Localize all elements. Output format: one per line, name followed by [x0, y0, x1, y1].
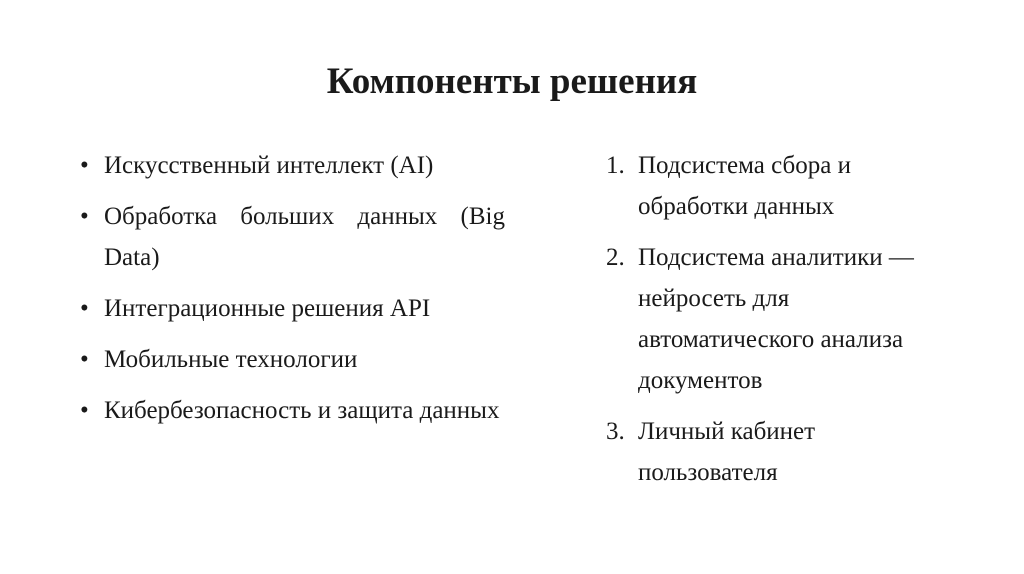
bullet-marker: •	[80, 295, 89, 322]
list-item-text: Кибербезопасность и защита данных	[104, 397, 500, 424]
subsystems-list	[606, 145, 946, 503]
list-item	[606, 411, 946, 493]
bullet-marker: •	[80, 203, 89, 230]
list-item	[80, 390, 505, 431]
bullet-marker: •	[80, 397, 89, 424]
bullet-marker: •	[80, 346, 89, 373]
number-marker: 1.	[606, 152, 625, 179]
list-item-text: Личный кабинет пользователя	[638, 418, 816, 486]
list-item	[606, 237, 946, 401]
list-item-text: Подсистема аналитики — нейросеть для автоматического анализа документов	[638, 244, 914, 394]
list-item	[80, 339, 505, 380]
list-item	[80, 145, 505, 186]
list-item-text: Искусственный интеллект (AI)	[104, 152, 434, 179]
list-item	[606, 145, 946, 227]
list-item-text: Подсистема сбора и обработки данных	[638, 152, 851, 220]
number-marker: 3.	[606, 418, 625, 445]
slide-title: Компоненты решения	[326, 61, 698, 102]
technologies-list	[80, 145, 505, 441]
number-marker: 2.	[606, 244, 625, 271]
bullet-marker: •	[80, 152, 89, 179]
list-item-text: Интеграционные решения API	[104, 295, 431, 322]
list-item	[80, 288, 505, 329]
list-item-text: Мобильные технологии	[104, 346, 358, 373]
list-item-text: Обработка больших данных (Big Data)	[104, 203, 505, 271]
list-item	[80, 196, 505, 278]
